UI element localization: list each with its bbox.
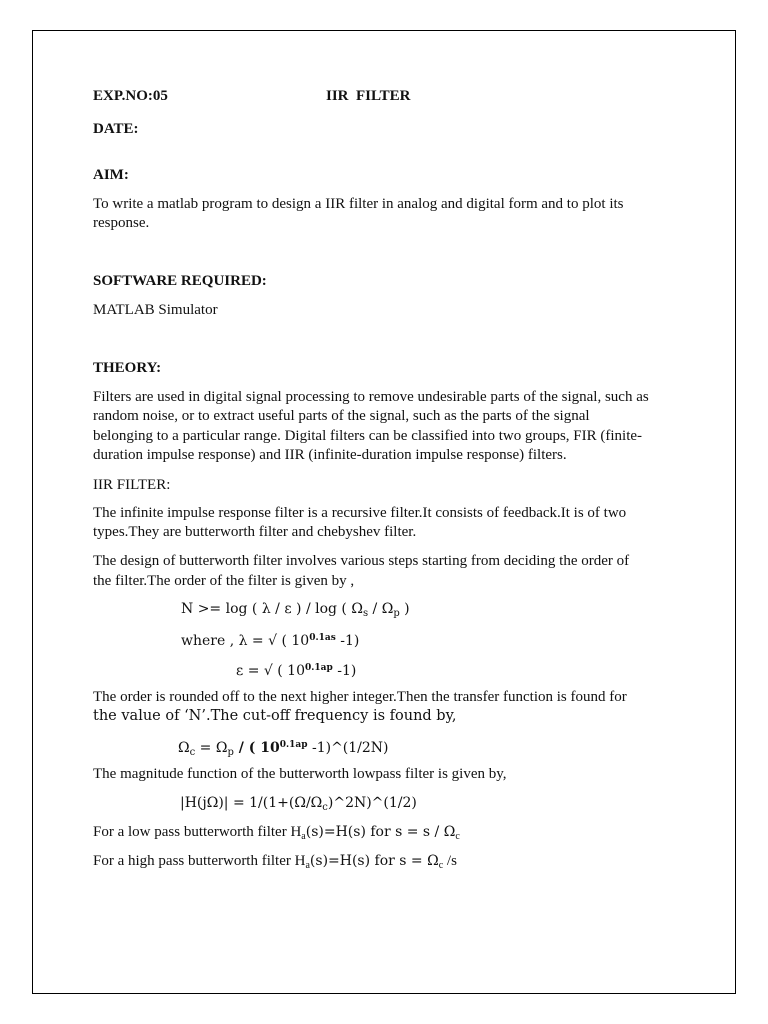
equation-epsilon: ε = √ ( $10^{0.1ap}$ -1) [236,663,357,679]
experiment-title: IIR FILTER [326,88,411,104]
theory-paragraph-1-line-1: Filters are used in digital signal processing to remove undesirable parts of the signal, such as [93,389,649,405]
theory-heading: THEORY: [93,360,162,376]
equation-magnitude: $|H(j\Omega)| = 1/(1+(\Omega/\Omega_c)\^{}2N)\^{}(1/2)$ [180,795,417,813]
equation-lambda: where , λ = √ ( $10^{0.1as}$ -1) [181,633,360,649]
software-text: MATLAB Simulator [93,302,218,318]
experiment-number: EXP.NO:05 [93,88,168,104]
theory-paragraph-4-line-1: The order is rounded off to the next higher integer.Then the transfer function is found for [93,689,627,705]
aim-heading: AIM: [93,167,129,183]
theory-paragraph-2-line-1: The infinite impulse response filter is a recursive filter.It consists of feedback.It is of two [93,505,627,521]
iir-filter-label: IIR FILTER: [93,477,171,493]
theory-paragraph-1-line-2: random noise, or to extract useful parts of the signal, such as the parts of the signal [93,408,590,424]
theory-paragraph-5: The magnitude function of the butterworth lowpass filter is given by, [93,766,507,782]
theory-paragraph-3-line-2: the filter.The order of the filter is given by , [93,573,355,589]
highpass-transform: For a high pass butterworth filter $H_a(s)=H(s)$ for $s = \Omega_c$ /s [93,853,457,871]
theory-paragraph-2-line-2: types.They are butterworth filter and chebyshev filter. [93,524,417,540]
date-label: DATE: [93,121,139,137]
aim-text-line-2: response. [93,215,150,231]
theory-paragraph-4-line-2: the value of ‘N’.The cut-off frequency is found by, [93,708,457,724]
software-heading: SOFTWARE REQUIRED: [93,273,267,289]
theory-paragraph-3-line-1: The design of butterworth filter involves various steps starting from deciding the order of [93,553,630,569]
aim-text-line-1: To write a matlab program to design a IIR filter in analog and digital form and to plot its [93,196,624,212]
theory-paragraph-1-line-3: belonging to a particular range. Digital filters can be classified into two groups, FIR (finite- [93,428,643,444]
lowpass-transform: For a low pass butterworth filter $H_a(s)=H(s)$ for $s = s / \Omega_c$ [93,824,460,842]
equation-cutoff-frequency: $\Omega_c = \Omega_p$ / ( $10^{0.1ap}$ -1)^(1/2N) [178,740,389,758]
equation-filter-order: N >= log ( λ / ε ) / log ( $\Omega_s / \Omega_p$ ) [181,601,410,619]
theory-paragraph-1-line-4: duration impulse response) and IIR (infinite-duration impulse response) filters. [93,447,567,463]
